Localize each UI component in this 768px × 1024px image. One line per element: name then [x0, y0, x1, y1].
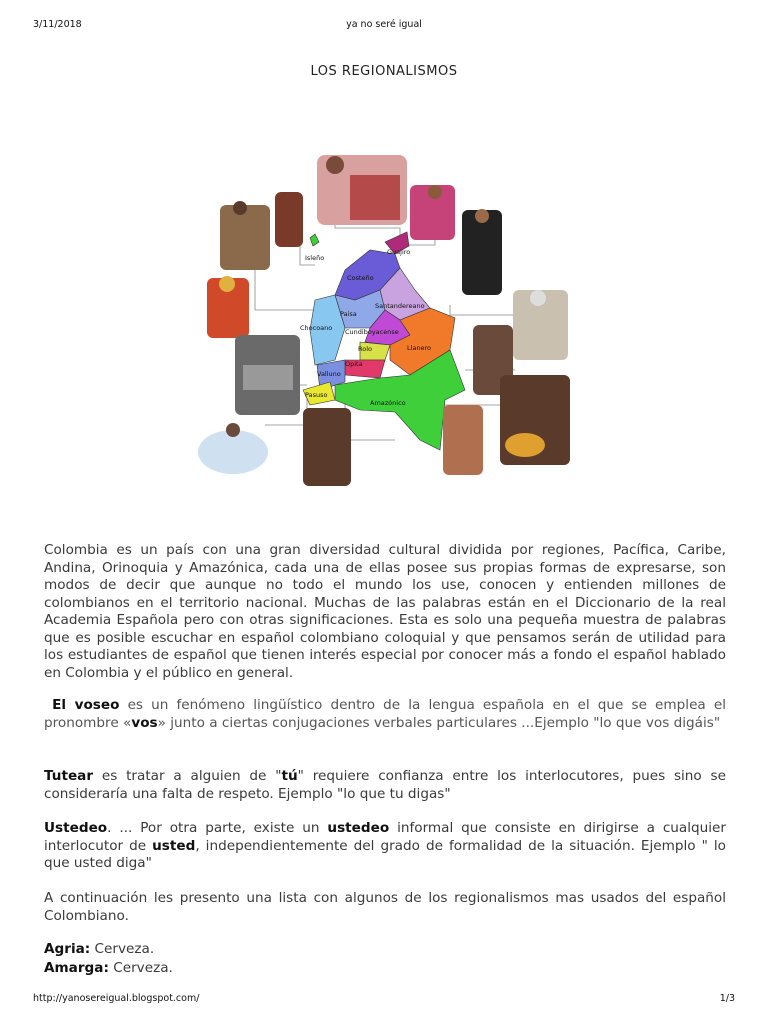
- person-photo: [220, 201, 270, 270]
- label-cundiboyacense: Cundiboyacense: [345, 328, 399, 336]
- list-item: Agria: Cerveza.: [44, 941, 155, 957]
- label-amazonico: Amazónico: [370, 399, 406, 407]
- label-chocoano: Chocoano: [300, 324, 333, 332]
- isleno-islands: [310, 234, 319, 246]
- person-photo: [462, 209, 502, 295]
- label-llanero: Llanero: [407, 344, 432, 352]
- label-rolo: Rolo: [358, 345, 372, 353]
- label-paisa: Paisa: [340, 310, 357, 318]
- person-photo: [513, 290, 568, 360]
- document-title: LOS REGIONALISMOS: [310, 64, 458, 79]
- voseo-term: El voseo: [52, 697, 120, 713]
- ustedeo-term: Ustedeo: [44, 820, 108, 836]
- usted-term: usted: [152, 837, 196, 854]
- label-opita: Opita: [345, 360, 363, 368]
- person-photo: [317, 155, 407, 225]
- list-item: Amarga: Cerveza.: [44, 960, 173, 976]
- label-valluno: Valluno: [317, 370, 341, 378]
- footer-url[interactable]: http://yanosereigual.blogspot.com/: [33, 993, 200, 1004]
- label-isleno: Isleño: [305, 254, 325, 262]
- intro-paragraph: Colombia es un país con una gran diversidad cultural dividida por regiones, Pacífica, Caribe, Andina, Orinoquia y Amazónica, cada una de ellas posee sus propias formas de expresarse, son modos de decir que aunque no todo el mundo los use, conocen y entienden millones de colombianos en el territorio nacional. Muchas de las palabras están en el Diccionario de la real Academia Española pero con otras significaciones. Esta es solo una pequeña muestra de palabras que es posible escuchar en español colombiano coloquial y que pensamos serán de utilidad para los estudiantes de español que tienen interés especial por conocer más a fondo el español hablado en Colombia y el público en general.: [44, 542, 726, 681]
- person-photo: [500, 375, 570, 465]
- header-title: ya no seré igual: [346, 19, 422, 30]
- voseo-paragraph: El voseo es un fenómeno lingüístico dentro de la lengua española en el que se emplea el pronombre «vos» junto a ciertas conjugaciones verbales particulares ...Ejemplo "lo que vos digáis": [44, 697, 727, 731]
- person-photo: [198, 423, 268, 474]
- person-photo: [275, 192, 303, 247]
- list-intro-paragraph: A continuación les presento una lista con algunos de los regionalismos mas usados del español Colombiano.: [44, 890, 726, 924]
- label-guajiro: Guajiro: [387, 248, 411, 256]
- page-number: 1/3: [719, 993, 735, 1004]
- header-date: 3/11/2018: [33, 19, 82, 30]
- ustedeo-term-2: ustedeo: [327, 820, 390, 836]
- label-pasuso: Pasuso: [305, 391, 328, 399]
- tutear-term: Tutear: [44, 768, 94, 784]
- person-photo: [207, 276, 249, 338]
- person-photo: [443, 405, 483, 475]
- colombia-regions-map: [195, 150, 575, 490]
- tutear-paragraph: Tutear es tratar a alguien de "tú" requiere confianza entre los interlocutores, pues sino se consideraría una falta de respeto. Ejemplo "lo que tu digas": [44, 768, 726, 802]
- ustedeo-paragraph: Ustedeo. ... Por otra parte, existe un ustedeo informal que consiste en dirigirse a cualquier interlocutor de usted, independientemente del grado de formalidad de la situación. Ejemplo " lo que usted diga": [44, 820, 726, 871]
- person-photo: [235, 335, 300, 415]
- person-photo: [303, 408, 351, 486]
- label-costeno: Costeño: [347, 274, 374, 282]
- label-santandereano: Santandereano: [375, 302, 425, 310]
- vos-term: vos: [131, 714, 158, 731]
- person-photo: [410, 185, 455, 240]
- tu-term: tú: [281, 768, 298, 784]
